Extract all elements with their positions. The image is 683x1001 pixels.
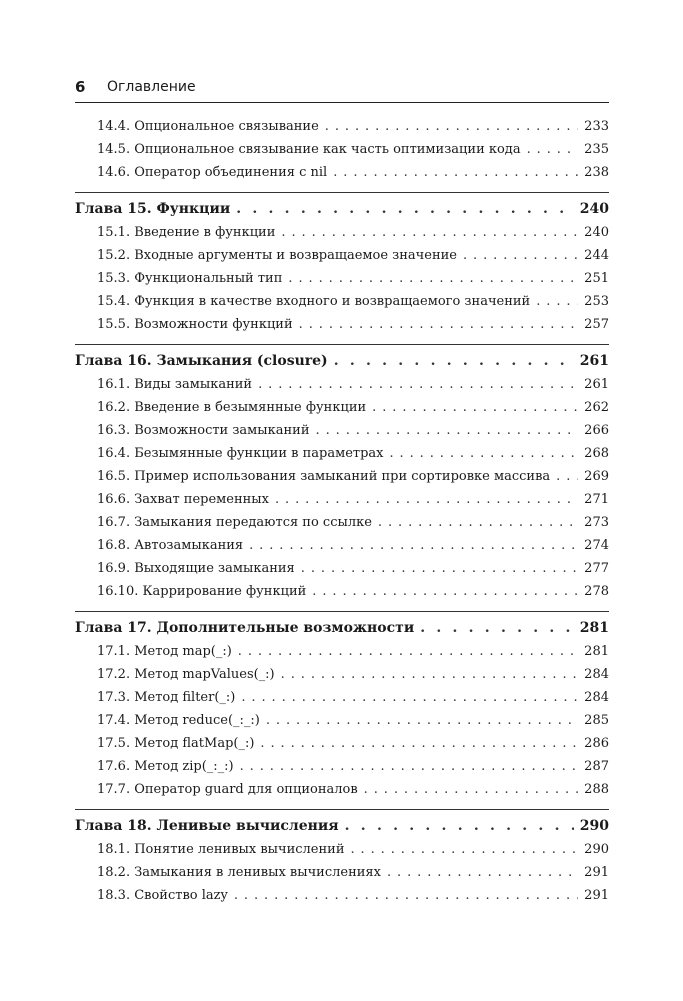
toc-entry-page: 284 — [584, 690, 609, 705]
toc-entry-page: 244 — [584, 248, 609, 263]
toc-section-entry — [75, 864, 609, 887]
toc-section-entry — [75, 537, 609, 560]
toc-section-entry — [75, 643, 609, 666]
dot-leader — [463, 247, 578, 265]
dot-leader — [238, 643, 578, 661]
toc-entry-label: Глава 17. Дополнительные возможности — [75, 620, 415, 636]
toc-section-entry — [75, 118, 609, 141]
toc-entry-label: Глава 18. Ленивые вычисления — [75, 818, 339, 834]
toc-section-entry — [75, 689, 609, 712]
dot-leader — [536, 293, 578, 311]
toc-entry-label: 15.5. Возможности функций — [97, 317, 293, 332]
toc-chapter-entry — [75, 817, 609, 841]
toc-entry-page: 286 — [584, 736, 609, 751]
toc-entry-label: Глава 16. Замыкания (closure) — [75, 353, 328, 369]
toc-entry-label: 14.5. Опциональное связывание как часть оптимизации кода — [97, 142, 521, 157]
toc-section-entry — [75, 735, 609, 758]
toc-entry-label: 17.5. Метод flatMap(_:) — [97, 736, 255, 751]
dot-leader — [281, 666, 579, 684]
dot-leader — [333, 164, 578, 182]
chapter-separator — [75, 344, 609, 345]
toc-section-entry — [75, 247, 609, 270]
toc-section-entry — [75, 316, 609, 339]
toc-section-entry — [75, 445, 609, 468]
toc-section-entry — [75, 560, 609, 583]
toc-entry-label: 18.1. Понятие ленивых вычислений — [97, 842, 345, 857]
page-header — [75, 78, 609, 103]
toc-entry-label: 16.1. Виды замыканий — [97, 377, 253, 392]
toc-entry-page: 253 — [584, 294, 609, 309]
dot-leader — [260, 735, 578, 753]
dot-leader — [556, 468, 578, 486]
toc-entry-label: 18.2. Замыкания в ленивых вычислениях — [97, 865, 381, 880]
toc-chapter-entry — [75, 619, 609, 643]
toc-entry-page: 262 — [584, 400, 609, 415]
dot-leader — [275, 491, 578, 509]
toc-entry-page: 261 — [584, 377, 609, 392]
toc-entry-page: 281 — [579, 620, 609, 636]
toc-section-entry — [75, 293, 609, 316]
dot-leader — [266, 712, 578, 730]
toc-entry-label: 18.3. Свойство lazy — [97, 888, 228, 903]
toc-entry-page: 233 — [584, 119, 609, 134]
toc-entry-label: 15.2. Входные аргументы и возвращаемое значение — [97, 248, 457, 263]
dot-leader — [281, 224, 578, 242]
toc-entry-label: 16.9. Выходящие замыкания — [97, 561, 295, 576]
toc-entry-page: 287 — [584, 759, 609, 774]
toc-section-entry — [75, 270, 609, 293]
dot-leader — [527, 141, 579, 159]
chapter-separator — [75, 192, 609, 193]
toc-entry-label: Глава 15. Функции — [75, 201, 231, 217]
toc-entry-label: 17.3. Метод filter(_:) — [97, 690, 236, 705]
toc-entry-label: 16.2. Введение в безымянные функции — [97, 400, 367, 415]
toc-entry-page: 285 — [584, 713, 609, 728]
toc-entry-page: 284 — [584, 667, 609, 682]
dot-leader — [236, 200, 574, 218]
running-title: Оглавление — [107, 79, 196, 95]
table-of-contents — [75, 118, 609, 910]
toc-entry-page: 290 — [584, 842, 609, 857]
dot-leader — [372, 399, 578, 417]
toc-entry-label: 15.4. Функция в качестве входного и возвращаемого значений — [97, 294, 531, 309]
toc-entry-page: 281 — [584, 644, 609, 659]
dot-leader — [420, 619, 574, 637]
toc-entry-page: 271 — [584, 492, 609, 507]
toc-entry-label: 15.1. Введение в функции — [97, 225, 276, 240]
toc-entry-page: 235 — [584, 142, 609, 157]
toc-chapter-entry — [75, 200, 609, 224]
dot-leader — [249, 537, 578, 555]
toc-entry-label: 14.6. Оператор объединения с nil — [97, 165, 328, 180]
dot-leader — [350, 841, 578, 859]
toc-section-entry — [75, 468, 609, 491]
toc-entry-page: 291 — [584, 865, 609, 880]
toc-entry-label: 16.8. Автозамыкания — [97, 538, 244, 553]
chapter-separator — [75, 611, 609, 612]
dot-leader — [334, 352, 574, 370]
dot-leader — [387, 864, 578, 882]
dot-leader — [316, 422, 579, 440]
toc-section-entry — [75, 758, 609, 781]
toc-entry-page: 274 — [584, 538, 609, 553]
toc-section-entry — [75, 399, 609, 422]
dot-leader — [378, 514, 578, 532]
toc-entry-label: 16.7. Замыкания передаются по ссылке — [97, 515, 372, 530]
toc-entry-page: 268 — [584, 446, 609, 461]
toc-section-entry — [75, 164, 609, 187]
toc-section-entry — [75, 781, 609, 804]
toc-entry-label: 16.10. Каррирование функций — [97, 584, 307, 599]
toc-section-entry — [75, 514, 609, 537]
dot-leader — [241, 689, 578, 707]
toc-entry-page: 251 — [584, 271, 609, 286]
dot-leader — [345, 817, 574, 835]
toc-chapter-entry — [75, 352, 609, 376]
dot-leader — [234, 887, 578, 905]
toc-entry-page: 277 — [584, 561, 609, 576]
toc-entry-page: 238 — [584, 165, 609, 180]
toc-section-entry — [75, 141, 609, 164]
toc-section-entry — [75, 841, 609, 864]
toc-entry-label: 14.4. Опциональное связывание — [97, 119, 319, 134]
toc-entry-label: 17.6. Метод zip(_:_:) — [97, 759, 234, 774]
dot-leader — [325, 118, 578, 136]
toc-entry-page: 240 — [579, 201, 609, 217]
dot-leader — [312, 583, 578, 601]
dot-leader — [240, 758, 579, 776]
toc-entry-label: 16.4. Безымянные функции в параметрах — [97, 446, 384, 461]
toc-entry-label: 16.3. Возможности замыканий — [97, 423, 310, 438]
toc-entry-label: 17.4. Метод reduce(_:_:) — [97, 713, 260, 728]
dot-leader — [364, 781, 579, 799]
dot-leader — [288, 270, 578, 288]
toc-section-entry — [75, 422, 609, 445]
toc-entry-label: 17.7. Оператор guard для опционалов — [97, 782, 358, 797]
dot-leader — [258, 376, 578, 394]
toc-entry-page: 266 — [584, 423, 609, 438]
toc-section-entry — [75, 376, 609, 399]
toc-entry-page: 257 — [584, 317, 609, 332]
dot-leader — [299, 316, 579, 334]
toc-entry-page: 288 — [584, 782, 609, 797]
chapter-separator — [75, 809, 609, 810]
toc-section-entry — [75, 666, 609, 689]
toc-entry-label: 16.6. Захват переменных — [97, 492, 269, 507]
page-number: 6 — [75, 78, 86, 96]
toc-entry-label: 15.3. Функциональный тип — [97, 271, 283, 286]
toc-section-entry — [75, 583, 609, 606]
toc-entry-page: 273 — [584, 515, 609, 530]
toc-entry-page: 261 — [579, 353, 609, 369]
toc-entry-label: 16.5. Пример использования замыканий при сортировке массива — [97, 469, 551, 484]
toc-entry-page: 278 — [584, 584, 609, 599]
dot-leader — [301, 560, 578, 578]
toc-section-entry — [75, 491, 609, 514]
toc-entry-page: 291 — [584, 888, 609, 903]
toc-entry-label: 17.1. Метод map(_:) — [97, 644, 232, 659]
toc-entry-page: 290 — [579, 818, 609, 834]
toc-entry-page: 240 — [584, 225, 609, 240]
toc-entry-page: 269 — [584, 469, 609, 484]
toc-section-entry — [75, 712, 609, 735]
toc-section-entry — [75, 887, 609, 910]
toc-section-entry — [75, 224, 609, 247]
toc-entry-label: 17.2. Метод mapValues(_:) — [97, 667, 275, 682]
dot-leader — [389, 445, 578, 463]
